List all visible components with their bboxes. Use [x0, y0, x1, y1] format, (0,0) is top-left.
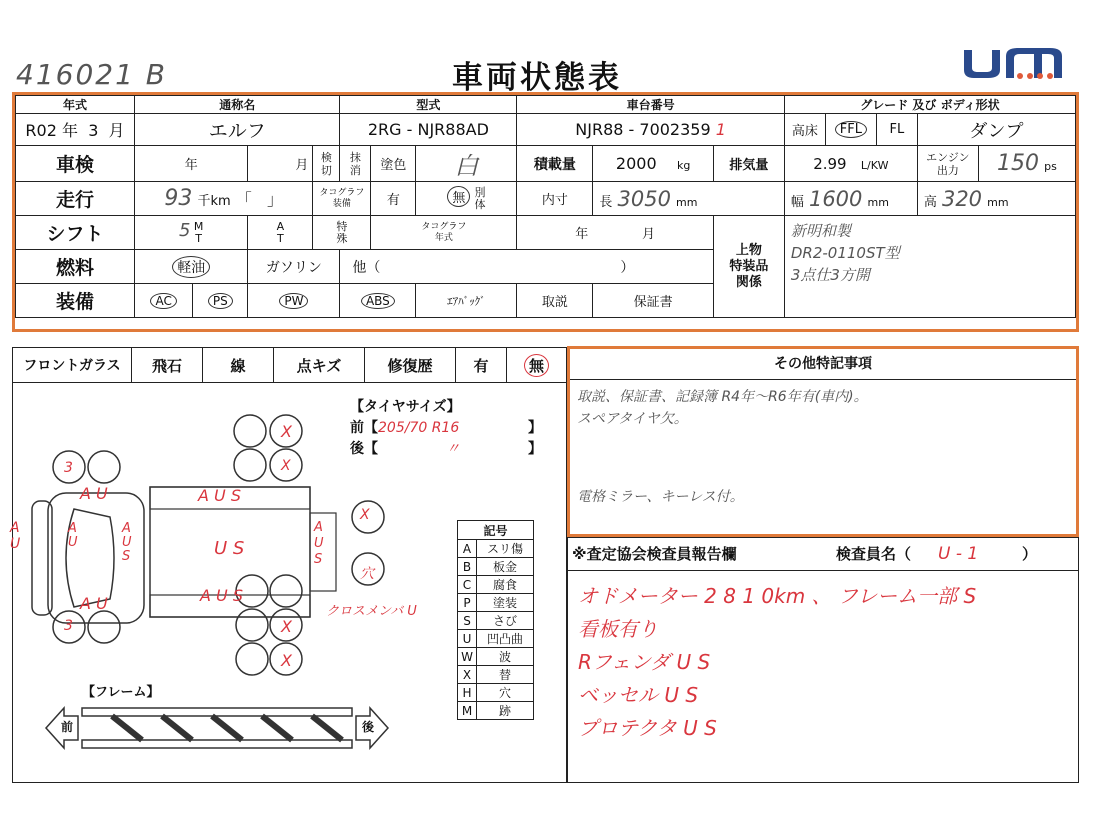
equip-label: 装備: [16, 284, 135, 318]
tacho-year-label: タコグラフ 年式: [371, 216, 517, 250]
inspector-name-label: 検査員名（: [836, 545, 912, 563]
equip-abs-circled: ABS: [361, 293, 395, 309]
tacho-none: 無: [447, 186, 470, 207]
repair-history-no-circled: 無: [524, 354, 549, 377]
legend-code: W: [458, 648, 477, 666]
notes-line: 取説、保証書、記録簿 R4年～R6年有(車内)。: [577, 389, 868, 405]
page-title: 車両状態表: [452, 60, 622, 96]
damage-mark: X: [360, 507, 370, 523]
legend-code: H: [458, 684, 477, 702]
model-value: 2RG - NJR88AD: [340, 114, 517, 146]
len-cell: [593, 182, 784, 216]
common-name: エルフ: [135, 114, 340, 146]
legend-desc: 穴: [477, 684, 534, 702]
legend-table: [457, 520, 534, 720]
inner-dim-label: 内寸: [517, 182, 593, 216]
displacement-value: 2.99: [813, 154, 847, 173]
inspection-year: 年: [135, 146, 248, 182]
tire-front-label: 前【: [350, 420, 378, 436]
equip-pw: [248, 284, 340, 318]
equip-abs: [340, 284, 416, 318]
rear-wheel-icon: [236, 643, 268, 675]
wid-cell: [784, 182, 917, 216]
tire-rear-close: 】: [528, 441, 542, 457]
notes-body: [577, 386, 1072, 508]
tire-rear-value: 〃: [446, 441, 460, 457]
mileage-unit: 千km: [197, 194, 231, 209]
inspector-line: Rフェンダ U S: [578, 650, 711, 674]
front-bumper: [32, 501, 52, 615]
mileage-bracket-close: 」: [267, 190, 284, 209]
displacement-unit: L/KW: [860, 158, 889, 172]
frame-label: 【フレーム】: [82, 685, 160, 700]
legend-desc: スリ傷: [477, 540, 534, 558]
windshield-scratch: 点キズ: [274, 348, 365, 383]
inspector-name-close: ）: [1022, 545, 1038, 563]
legend-desc: さび: [477, 612, 534, 630]
mileage-cell: [135, 182, 313, 216]
len-unit: mm: [676, 195, 698, 209]
damage-mark: クロスメンバ U: [326, 604, 417, 619]
tire-front-close: 】: [528, 420, 542, 436]
legend-desc: 跡: [477, 702, 534, 720]
grade-ffl-circled: FFL: [835, 121, 867, 138]
damage-mark: A U: [80, 484, 108, 503]
legend-desc: 板金: [477, 558, 534, 576]
frame-front: 前: [61, 720, 74, 734]
fuel-label: 燃料: [16, 250, 135, 284]
legend-desc: 波: [477, 648, 534, 666]
hei-cell: [917, 182, 1075, 216]
header-common-name: 通称名: [135, 96, 340, 114]
spec-table: [15, 95, 1076, 318]
damage-mark: U S: [214, 538, 245, 559]
chassis-number: NJR88 - 7002359: [575, 120, 711, 139]
damage-mark: A U S: [200, 586, 243, 605]
engine-unit: ps: [1044, 160, 1057, 173]
inspector-header: [568, 538, 1078, 571]
shift-label: シフト: [16, 216, 135, 250]
inspector-line: ベッセル U S: [578, 683, 699, 707]
wid-value: 1600: [808, 186, 863, 211]
tacho-none-cell: [416, 182, 517, 216]
rear-wheel-icon: [270, 575, 302, 607]
inspector-title: ※査定協会検査員報告欄: [572, 545, 737, 563]
damage-mark: A U: [68, 521, 78, 550]
upper-special-line: 3点仕3方開: [790, 266, 870, 284]
hei-value: 320: [941, 186, 983, 211]
damage-mark: A U: [10, 520, 21, 552]
notes-line: 電格ミラー、キーレス付。: [577, 489, 744, 505]
capacity-label: 積載量: [517, 146, 593, 182]
rear-wheel-icon: [88, 451, 120, 483]
mileage-bracket-open: 「: [235, 190, 252, 209]
damage-mark: A U S: [198, 486, 241, 505]
windshield-table: [12, 347, 567, 383]
header-grade: グレード 及び ボディ形状: [784, 96, 1075, 114]
upper-special-line: 新明和製: [790, 222, 851, 240]
damage-mark: X: [281, 458, 291, 474]
inspector-report: [578, 580, 1073, 745]
damage-mark: A U S: [314, 520, 324, 567]
engine-cell: [978, 146, 1075, 182]
legend-code: C: [458, 576, 477, 594]
chassis-value: [517, 114, 784, 146]
shift-value: 5: [178, 219, 191, 241]
fuel-close: ）: [620, 259, 635, 276]
tacho-have: 有: [371, 182, 416, 216]
tire-size-title: 【タイヤサイズ】: [350, 399, 461, 415]
tire-rear-label: 後【: [350, 441, 378, 457]
year-cell: [16, 114, 135, 146]
separate-label: 別 体: [474, 185, 486, 211]
chassis-mark: 1: [715, 120, 726, 139]
rear-wheel-icon: [236, 609, 268, 641]
notes-line: [577, 430, 1072, 452]
body-type: ダンプ: [917, 114, 1075, 146]
inspector-line: オドメーター 2 8 1 0km 、 フレーム一部 S: [578, 584, 977, 608]
month-value: 3: [88, 121, 99, 140]
legend-desc: 凹凸曲: [477, 630, 534, 648]
header-model: 型式: [340, 96, 517, 114]
shift-mt: M T: [193, 219, 204, 245]
legend-desc: 替: [477, 666, 534, 684]
spare-tire-icon: [234, 449, 266, 481]
legend-code: M: [458, 702, 477, 720]
mileage-value: 93: [164, 186, 193, 211]
inspection-cut: 検 切: [313, 146, 340, 182]
notes-line: スペアタイヤ欠。: [577, 411, 688, 427]
header-chassis: 車台番号: [517, 96, 784, 114]
grade-ffl: [825, 114, 876, 146]
upper-special-text: [784, 216, 1075, 318]
windshield-label: フロントガラス: [13, 348, 132, 383]
hei-label: 高: [923, 194, 937, 210]
frame-rail: [82, 740, 352, 748]
mileage-label: 走行: [16, 182, 135, 216]
damage-mark: X: [281, 422, 292, 441]
header-year: 年式: [16, 96, 135, 114]
repair-history-label: 修復歴: [365, 348, 456, 383]
len-value: 3050: [617, 186, 671, 211]
legend-code: A: [458, 540, 477, 558]
tire-front-value: 205/70 R16: [378, 420, 460, 436]
legend-code: S: [458, 612, 477, 630]
damage-mark: A U S: [122, 521, 132, 564]
year-era: R02: [25, 121, 57, 140]
upper-special-line: DR2-0110ST型: [790, 244, 900, 262]
grade-highfloor: 高床: [784, 114, 825, 146]
crossmember: [112, 716, 342, 740]
tacho-year-m: 月: [641, 227, 655, 242]
fuel-diesel: 軽油: [172, 256, 210, 278]
fuel-other-cell: [340, 250, 713, 284]
len-label: 長: [599, 194, 613, 210]
engine-value: 150: [997, 151, 1040, 176]
inspector-line: 看板有り: [578, 617, 658, 641]
tacho-device-label: タコグラフ 装備: [313, 182, 371, 216]
displacement-label: 排気量: [713, 146, 784, 182]
inspection-erase: 抹 消: [340, 146, 371, 182]
fuel-diesel-cell: [135, 250, 248, 284]
year-label: 年: [62, 121, 79, 140]
shift-special: 特 殊: [313, 216, 371, 250]
shift-mt-cell: [135, 216, 248, 250]
windshield-line: 線: [203, 348, 274, 383]
inspection-month: 月: [248, 146, 313, 182]
inspector-name-value: U - 1: [938, 544, 979, 564]
capacity-unit: kg: [676, 159, 691, 172]
notes-line: [577, 474, 1072, 486]
wid-label: 幅: [790, 194, 804, 210]
legend-code: U: [458, 630, 477, 648]
equip-ac-circled: AC: [150, 293, 176, 309]
legend-desc: 腐食: [477, 576, 534, 594]
equip-ps-circled: PS: [208, 293, 233, 309]
capacity-cell: [593, 146, 713, 182]
shift-at: A T: [248, 216, 313, 250]
damage-mark: 3: [64, 460, 73, 476]
fuel-gas: ガソリン: [248, 250, 340, 284]
equip-ac: [135, 284, 193, 318]
upper-special-label: 上物 特装品 関係: [713, 216, 784, 318]
inspection-label: 車検: [16, 146, 135, 182]
lot-number: 416021 B: [16, 58, 167, 91]
paint-value: 白: [416, 146, 517, 182]
equip-manual: 取説: [517, 284, 593, 318]
legend-desc: 塗装: [477, 594, 534, 612]
inspector-line: プロテクタ U S: [578, 716, 717, 740]
paint-label: 塗色: [371, 146, 416, 182]
damage-mark: X: [281, 651, 292, 670]
repair-history-no: [507, 348, 567, 383]
damage-mark: A U: [80, 594, 108, 613]
legend-title: 記号: [458, 521, 534, 540]
hei-unit: mm: [987, 195, 1009, 209]
month-label: 月: [108, 121, 125, 140]
repair-history-yes: 有: [456, 348, 507, 383]
tacho-year-y: 年: [575, 227, 589, 242]
equip-warranty: 保証書: [593, 284, 713, 318]
fuel-other: 他（: [352, 259, 381, 276]
equip-ps: [193, 284, 248, 318]
frame-rear: 後: [362, 720, 375, 734]
tacho-year-cell: [517, 216, 713, 250]
spare-tire-icon: [234, 415, 266, 447]
notes-line: [577, 452, 1072, 474]
rear-wheel-icon: [88, 611, 120, 643]
legend-code: P: [458, 594, 477, 612]
engine-label: エンジン 出力: [917, 146, 978, 182]
legend-code: X: [458, 666, 477, 684]
equip-pw-circled: PW: [279, 293, 308, 309]
capacity-value: 2000: [615, 154, 657, 173]
notes-title: その他特記事項: [570, 349, 1076, 380]
wid-unit: mm: [867, 195, 889, 209]
frame-diagram: [42, 700, 392, 756]
frame-rail: [82, 708, 352, 716]
legend-code: B: [458, 558, 477, 576]
damage-mark: 3: [64, 618, 73, 634]
equip-airbag: ｴｱﾊﾞｯｸﾞ: [416, 284, 517, 318]
damage-mark: X: [281, 617, 292, 636]
grade-fl: FL: [876, 114, 917, 146]
windshield-chip: 飛石: [132, 348, 203, 383]
displacement-cell: [784, 146, 917, 182]
damage-mark: 穴: [360, 566, 374, 582]
company-logo: [958, 44, 1066, 82]
